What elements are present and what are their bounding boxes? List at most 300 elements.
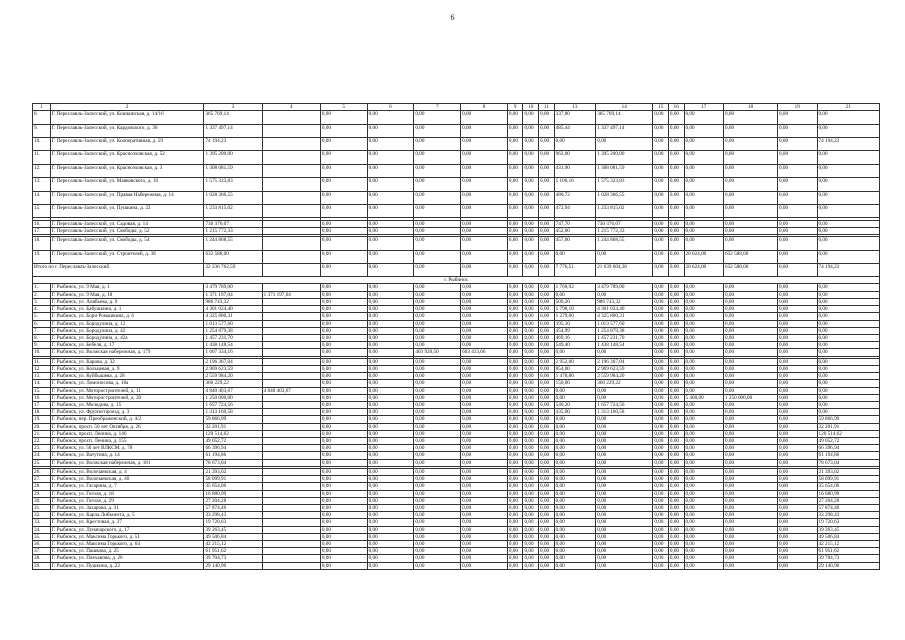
table-cell: 0,00 xyxy=(507,526,523,533)
table-cell: 0,00 xyxy=(596,562,653,569)
column-number-row xyxy=(33,104,880,111)
table-cell: 1 xyxy=(33,104,51,111)
table-cell: 0,00 xyxy=(668,204,684,217)
table-cell: 0,00 xyxy=(596,291,653,298)
table-cell: 0,00 xyxy=(523,504,539,511)
table-cell: 0,00 xyxy=(778,334,817,341)
table-cell: 1 233 815,02 xyxy=(596,204,653,217)
table-cell: 0,00 xyxy=(367,394,414,401)
table-cell: 0,00 xyxy=(817,401,880,408)
table-row xyxy=(33,476,880,483)
table-cell: Г. Рыбинск, ул. Бабушкина, д. 1 xyxy=(50,306,204,313)
table-cell: 0,00 xyxy=(414,178,461,191)
table-cell: 0,00 xyxy=(507,512,523,519)
table-cell xyxy=(262,555,320,562)
table-cell: 4 301 024,40 xyxy=(596,306,653,313)
table-cell: 0,00 xyxy=(523,237,539,250)
table-cell: 0,00 xyxy=(414,124,461,137)
table-cell: 0,00 xyxy=(668,445,684,452)
table-cell: 0,00 xyxy=(778,313,817,320)
table-cell: 1 013 577,60 xyxy=(204,320,262,327)
table-cell: 0,00 xyxy=(817,204,880,217)
table-cell xyxy=(262,409,320,416)
table-cell: 854,00 xyxy=(554,365,596,372)
table-cell: 962,00 xyxy=(554,151,596,164)
table-cell: 1 250 000,00 xyxy=(204,394,262,401)
table-cell: 1 100,16 xyxy=(554,178,596,191)
table-cell: 49 052,72 xyxy=(817,437,880,444)
table-cell: 0,00 xyxy=(539,373,555,380)
table-cell: 18. xyxy=(33,237,51,250)
table-cell: 1 657 724,56 xyxy=(596,401,653,408)
table-cell: Г. Рыбинск, ул. Волжская набережная, д. 181 xyxy=(50,459,204,466)
table-cell: 0,00 xyxy=(507,533,523,540)
table-cell: 0,00 xyxy=(668,178,684,191)
table-cell: 435,00 xyxy=(554,409,596,416)
table-cell: 0,00 xyxy=(653,526,669,533)
table-cell: 0,00 xyxy=(596,533,653,540)
table-cell: 0,00 xyxy=(414,445,461,452)
table-cell: 0,00 xyxy=(653,380,669,387)
table-cell: 0,00 xyxy=(684,452,723,459)
table-cell: 0,00 xyxy=(367,204,414,217)
table-row xyxy=(33,298,880,305)
table-row xyxy=(33,497,880,504)
table-cell: 0,00 xyxy=(320,124,367,137)
table-cell: 0,00 xyxy=(523,387,539,394)
table-cell: 0,00 xyxy=(461,237,508,250)
table-cell: 0,00 xyxy=(778,526,817,533)
table-cell: 0,00 xyxy=(461,409,508,416)
table-cell: 0,00 xyxy=(723,555,777,562)
table-cell: 0,00 xyxy=(507,124,523,137)
table-cell xyxy=(262,342,320,349)
table-cell: 39 263,45 xyxy=(817,526,880,533)
table-cell: 0,00 xyxy=(653,430,669,437)
table-cell: 0,00 xyxy=(507,540,523,547)
table-cell xyxy=(262,111,320,124)
table-cell: 0,00 xyxy=(523,490,539,497)
table-cell: 22 236 762,59 xyxy=(204,263,262,276)
table-cell: 0,00 xyxy=(778,394,817,401)
table-cell: 0,00 xyxy=(778,349,817,356)
table-cell: 0,00 xyxy=(596,490,653,497)
table-cell: 21. xyxy=(33,430,51,437)
table-cell: 0,00 xyxy=(653,555,669,562)
table-cell: 0,00 xyxy=(367,387,414,394)
table-cell: 0,00 xyxy=(554,490,596,497)
table-cell: Г. Рыбинск, ул. 9 Мая, д. 18 xyxy=(50,291,204,298)
table-cell: 0,00 xyxy=(414,373,461,380)
table-cell: 0,00 xyxy=(684,306,723,313)
table-cell: 0,00 xyxy=(684,459,723,466)
table-cell: 0,00 xyxy=(554,291,596,298)
table-cell xyxy=(262,437,320,444)
table-cell: 0,00 xyxy=(367,263,414,276)
table-cell xyxy=(262,320,320,327)
table-cell: 0,00 xyxy=(461,151,508,164)
table-row xyxy=(33,137,880,150)
table-cell: 0,00 xyxy=(653,124,669,137)
table-cell: 0,00 xyxy=(653,409,669,416)
table-cell: 66 396,94 xyxy=(204,445,262,452)
table-cell: 0,00 xyxy=(320,334,367,341)
table-cell: 0,00 xyxy=(596,512,653,519)
table-cell: 0,00 xyxy=(523,548,539,555)
table-cell: 33 298,43 xyxy=(204,512,262,519)
table-cell: 0,00 xyxy=(817,298,880,305)
table-cell xyxy=(262,349,320,356)
table-cell: 0,00 xyxy=(554,416,596,423)
table-cell: 0,00 xyxy=(523,284,539,291)
table-cell: 0,00 xyxy=(668,459,684,466)
table-cell: 58 099,91 xyxy=(817,476,880,483)
table-cell: 0,00 xyxy=(554,555,596,562)
table-cell xyxy=(262,533,320,540)
table-cell: 0,00 xyxy=(653,334,669,341)
table-cell: 0,00 xyxy=(817,124,880,137)
table-cell: 0,00 xyxy=(523,327,539,334)
table-cell: 0,00 xyxy=(539,445,555,452)
table-cell: 730 376,07 xyxy=(596,220,653,227)
table-cell: 7 776,51 xyxy=(554,263,596,276)
table-cell: 35 654,06 xyxy=(817,483,880,490)
table-cell: 2 952,00 xyxy=(554,358,596,365)
table-cell: 0,00 xyxy=(507,394,523,401)
table-cell: 14. xyxy=(33,191,51,204)
table-cell: 0,00 xyxy=(461,468,508,475)
table-cell: 0,00 xyxy=(778,164,817,177)
table-cell: 0,00 xyxy=(414,387,461,394)
table-cell: 0,00 xyxy=(723,227,777,234)
table-cell: Г. Рыбинск, ул. Бебеля, д. 17 xyxy=(50,342,204,349)
table-cell: 59 866,99 xyxy=(817,416,880,423)
table-cell: 0,00 xyxy=(523,298,539,305)
table-cell: 0,00 xyxy=(668,409,684,416)
table-cell: 0,00 xyxy=(817,365,880,372)
table-cell: 0,00 xyxy=(539,327,555,334)
table-cell: 0,00 xyxy=(817,320,880,327)
table-cell: 0,00 xyxy=(668,164,684,177)
table-cell: 0,00 xyxy=(723,490,777,497)
table-cell: 2 196 367,04 xyxy=(596,358,653,365)
table-cell: 0,00 xyxy=(778,555,817,562)
table-cell: 5 400,00 xyxy=(684,394,723,401)
table-cell: 8 xyxy=(461,104,508,111)
table-cell: 0,00 xyxy=(414,452,461,459)
table-cell: 1 244 868,55 xyxy=(204,237,262,250)
table-cell: 0,00 xyxy=(684,342,723,349)
table-cell: 0,00 xyxy=(367,373,414,380)
table-cell: Г. Переславль-Залесский, ул. Кошкинская, д. 14/16 xyxy=(50,111,204,124)
table-cell: 0,00 xyxy=(507,111,523,124)
table-cell: 0,00 xyxy=(414,562,461,569)
table-cell: 19. xyxy=(33,250,51,263)
table-cell: 0,00 xyxy=(461,313,508,320)
table-cell xyxy=(262,298,320,305)
table-cell: 0,00 xyxy=(668,476,684,483)
table-cell: 0,00 xyxy=(817,380,880,387)
table-cell: 0,00 xyxy=(723,291,777,298)
table-cell: 0,00 xyxy=(778,284,817,291)
table-cell: 0,00 xyxy=(367,365,414,372)
table-cell: 0,00 xyxy=(539,320,555,327)
table-cell: 0,00 xyxy=(778,327,817,334)
table-cell: 0,00 xyxy=(684,476,723,483)
table-cell: 0,00 xyxy=(367,512,414,519)
table-cell: 0,00 xyxy=(539,401,555,408)
table-cell: 365 769,14 xyxy=(596,111,653,124)
table-cell: 0,00 xyxy=(523,533,539,540)
table-cell: 0,00 xyxy=(723,483,777,490)
table-cell: 0,00 xyxy=(554,497,596,504)
table-cell: 0,00 xyxy=(684,401,723,408)
table-cell: 1 028 366,55 xyxy=(596,191,653,204)
table-cell: 0,00 xyxy=(461,380,508,387)
table-cell: 0,00 xyxy=(778,373,817,380)
table-cell: 0,00 xyxy=(668,540,684,547)
table-cell: 0,00 xyxy=(668,430,684,437)
table-cell xyxy=(262,468,320,475)
table-row xyxy=(33,490,880,497)
table-cell: 29 140,90 xyxy=(204,562,262,569)
table-cell: 0,00 xyxy=(507,327,523,334)
table-cell: Г. Рыбинск, ул. Волочаевская, д. 40 xyxy=(50,476,204,483)
table-cell: 59 866,99 xyxy=(204,416,262,423)
table-cell: 0,00 xyxy=(367,191,414,204)
table-cell: 0,00 xyxy=(778,250,817,263)
table-cell: 0,00 xyxy=(507,468,523,475)
table-cell: 0,00 xyxy=(507,423,523,430)
table-cell xyxy=(262,334,320,341)
table-row xyxy=(33,394,880,401)
table-cell: 0,00 xyxy=(320,227,367,234)
table-cell: 0,00 xyxy=(684,164,723,177)
table-cell: 0,00 xyxy=(461,437,508,444)
table-cell: 1 233 815,02 xyxy=(204,204,262,217)
table-cell: 0,00 xyxy=(596,437,653,444)
table-cell: 0,00 xyxy=(778,430,817,437)
table-cell: 0,00 xyxy=(554,387,596,394)
table-cell: 0,00 xyxy=(554,483,596,490)
table-cell: 0,00 xyxy=(539,151,555,164)
table-cell: 0,00 xyxy=(539,365,555,372)
table-cell: 0,00 xyxy=(668,555,684,562)
table-cell: 0,00 xyxy=(461,519,508,526)
table-cell: 0,00 xyxy=(596,476,653,483)
table-cell: 1 657 724,56 xyxy=(204,401,262,408)
table-cell: 0,00 xyxy=(461,490,508,497)
table-cell: 0,00 xyxy=(596,137,653,150)
table-cell: 1 308 081,59 xyxy=(204,164,262,177)
table-cell: 509,20 xyxy=(554,298,596,305)
table-row xyxy=(33,540,880,547)
table-cell: 0,00 xyxy=(554,519,596,526)
table-cell: 14. xyxy=(33,380,51,387)
table-cell: 0,00 xyxy=(523,468,539,475)
table-cell: 0,00 xyxy=(684,291,723,298)
table-cell: 0,00 xyxy=(461,373,508,380)
table-row xyxy=(33,437,880,444)
table-cell: 0,00 xyxy=(539,490,555,497)
table-cell: 0,00 xyxy=(320,191,367,204)
table-cell: 0,00 xyxy=(684,437,723,444)
table-cell: 457,00 xyxy=(554,237,596,250)
table-cell: 39 704,73 xyxy=(204,555,262,562)
table-cell: 0,00 xyxy=(367,459,414,466)
table-cell: 0,00 xyxy=(653,548,669,555)
table-cell: 0,00 xyxy=(668,349,684,356)
table-cell: 0,00 xyxy=(539,437,555,444)
table-cell: 19 xyxy=(778,104,817,111)
table-cell: 0,00 xyxy=(523,334,539,341)
table-cell: 0,00 xyxy=(320,526,367,533)
table-cell: 0,00 xyxy=(539,342,555,349)
table-cell: 0,00 xyxy=(684,137,723,150)
table-cell: 0,00 xyxy=(723,349,777,356)
table-cell: 0,00 xyxy=(367,178,414,191)
table-cell: 15 xyxy=(653,104,669,111)
table-cell: 0,00 xyxy=(778,512,817,519)
table-row xyxy=(33,373,880,380)
table-cell: Г. Рыбинск, ул. 50 лет ВЛКСМ, д. 78 xyxy=(50,445,204,452)
table-cell: Г. Рыбинск, ул. Гоголя, д. 18 xyxy=(50,490,204,497)
table-cell: 0,00 xyxy=(507,358,523,365)
table-cell: 0,00 xyxy=(723,459,777,466)
table-cell: 33 298,43 xyxy=(817,512,880,519)
table-cell: 0,00 xyxy=(778,387,817,394)
capital-repair-table xyxy=(32,103,880,570)
table-cell: 0,00 xyxy=(668,327,684,334)
table-cell xyxy=(262,540,320,547)
table-cell: 0,00 xyxy=(367,298,414,305)
table-cell: 0,00 xyxy=(668,342,684,349)
table-cell: 1 215 772,33 xyxy=(596,227,653,234)
table-cell: 0,00 xyxy=(414,512,461,519)
table-cell: 0,00 xyxy=(554,562,596,569)
table-cell xyxy=(262,365,320,372)
table-cell: 0,00 xyxy=(507,504,523,511)
table-cell: 0,00 xyxy=(539,519,555,526)
table-row xyxy=(33,459,880,466)
table-cell: 0,00 xyxy=(668,191,684,204)
table-cell: 0,00 xyxy=(507,291,523,298)
table-cell: 9 xyxy=(507,104,523,111)
table-cell: Г. Рыбинск, ул. Карла Либкнехта, д. 5 xyxy=(50,512,204,519)
table-row xyxy=(33,250,880,263)
table-cell: 0,00 xyxy=(668,358,684,365)
table-cell: 21 393,02 xyxy=(204,468,262,475)
table-cell: 1 438 148,54 xyxy=(596,342,653,349)
table-cell: 0,00 xyxy=(507,380,523,387)
table-cell: 0,00 xyxy=(653,227,669,234)
table-cell: 1 013 577,60 xyxy=(596,320,653,327)
table-cell: 0,00 xyxy=(723,124,777,137)
table-cell: 0,00 xyxy=(554,452,596,459)
table-cell: Г. Переславль-Залесский, ул. Строителей, д. 38 xyxy=(50,250,204,263)
table-cell: 0,00 xyxy=(461,555,508,562)
table-cell: 0,00 xyxy=(461,306,508,313)
table-cell: 0,00 xyxy=(539,512,555,519)
table-cell: 0,00 xyxy=(684,490,723,497)
table-cell: 0,00 xyxy=(507,298,523,305)
table-cell: 0,00 xyxy=(461,111,508,124)
table-cell: 74 194,23 xyxy=(204,137,262,150)
table-cell: 0,00 xyxy=(539,298,555,305)
table-cell: Г. Рыбинск, ул. Фрунзе/проезд, д. 3 xyxy=(50,409,204,416)
table-cell: 42 215,12 xyxy=(204,540,262,547)
table-cell: 0,00 xyxy=(539,380,555,387)
table-cell: 0,00 xyxy=(653,401,669,408)
table-cell: 0,00 xyxy=(414,298,461,305)
table-cell: 0,00 xyxy=(507,342,523,349)
table-row xyxy=(33,562,880,569)
table-cell: 20 624,00 xyxy=(684,250,723,263)
table-cell: 0,00 xyxy=(414,250,461,263)
table-cell: 0,00 xyxy=(653,306,669,313)
table-cell: 0,00 xyxy=(320,349,367,356)
table-cell: 0,00 xyxy=(684,445,723,452)
table-cell xyxy=(262,220,320,227)
table-cell: 4 xyxy=(262,104,320,111)
table-cell: 0,00 xyxy=(414,401,461,408)
table-cell: 0,00 xyxy=(320,555,367,562)
table-cell: 0,00 xyxy=(668,423,684,430)
table-cell: 78 673,04 xyxy=(817,459,880,466)
table-cell: 0,00 xyxy=(596,497,653,504)
table-cell: 0,00 xyxy=(668,437,684,444)
table-cell: 0,00 xyxy=(367,562,414,569)
table-cell: 0,00 xyxy=(507,227,523,234)
table-cell: 0,00 xyxy=(507,437,523,444)
table-cell: 0,00 xyxy=(523,320,539,327)
table-cell: 0,00 xyxy=(684,204,723,217)
table-cell: 0,00 xyxy=(539,137,555,150)
section-header-row xyxy=(33,277,880,284)
table-cell: 0,00 xyxy=(461,452,508,459)
table-cell: 17. xyxy=(33,227,51,234)
table-row xyxy=(33,151,880,164)
table-cell: 0,00 xyxy=(668,220,684,227)
table-cell: 0,00 xyxy=(507,204,523,217)
table-cell: 0,00 xyxy=(778,365,817,372)
table-cell: 0,00 xyxy=(320,320,367,327)
table-cell: 0,00 xyxy=(523,394,539,401)
table-cell: 0,00 xyxy=(461,342,508,349)
table-cell: 0,00 xyxy=(414,533,461,540)
table-cell: 0,00 xyxy=(539,548,555,555)
table-cell: 0,00 xyxy=(367,349,414,356)
table-row xyxy=(33,445,880,452)
table-cell: 0,00 xyxy=(684,191,723,204)
table-cell xyxy=(262,430,320,437)
table-cell: 0,00 xyxy=(596,445,653,452)
table-cell: 0,00 xyxy=(320,313,367,320)
table-cell: 0,00 xyxy=(367,342,414,349)
table-cell: 0,00 xyxy=(320,468,367,475)
table-cell: 0,00 xyxy=(539,191,555,204)
table-cell: Г. Рыбинск, ул. Ломоносова, д. 18а xyxy=(50,380,204,387)
table-cell: 21 639 604,36 xyxy=(596,263,653,276)
table-cell: 0,00 xyxy=(320,291,367,298)
table-cell: 0,00 xyxy=(596,394,653,401)
table-cell: 0,00 xyxy=(596,526,653,533)
table-cell: 1 254 879,38 xyxy=(596,327,653,334)
table-cell: 0,00 xyxy=(523,526,539,533)
table-cell: 0,00 xyxy=(554,394,596,401)
table-row xyxy=(33,164,880,177)
table-cell: 0,00 xyxy=(554,540,596,547)
